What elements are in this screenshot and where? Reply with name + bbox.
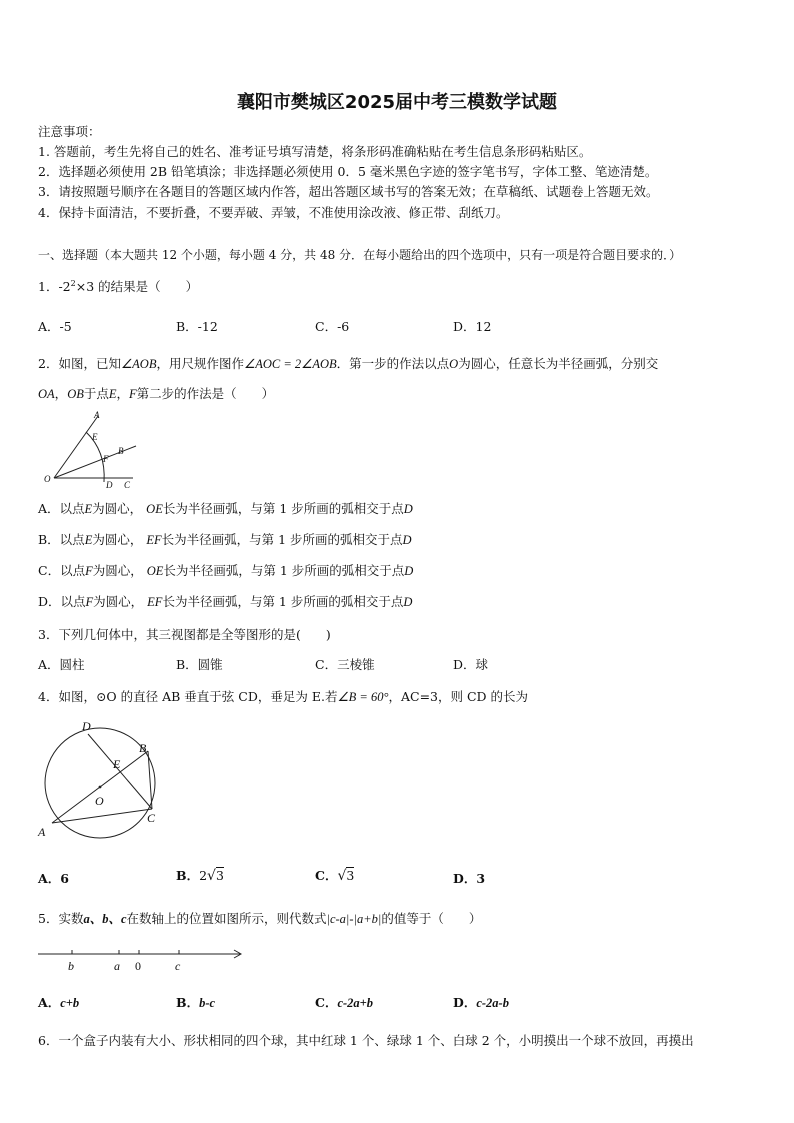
q2-text: 2．如图，已知 xyxy=(38,356,121,371)
page-title: 襄阳市樊城区2025届中考三模数学试题 xyxy=(236,92,558,113)
q1-stem-prefix: 1．-2 xyxy=(38,279,71,294)
q5-label-b: b xyxy=(68,959,74,973)
q5-option-a-expr: c+b xyxy=(60,996,80,1010)
q4-option-c-radicand: 3 xyxy=(346,868,355,883)
q5-option-b-expr: b-c xyxy=(199,996,216,1010)
q1-option-c[interactable]: C．-6 xyxy=(315,319,350,334)
sqrt-icon: √ xyxy=(337,868,347,884)
q2-option-d-segment: EF xyxy=(147,595,163,609)
q5-option-c-label: C． xyxy=(315,995,338,1010)
q4-angle-b: ∠B = 60° xyxy=(337,690,389,704)
notice-item-1: 1. 答题前，考生先将自己的姓名、准考证号填写清楚，将条形码准确粘贴在考生信息条形码粘贴区。 xyxy=(38,144,592,159)
q5-option-a[interactable] xyxy=(38,993,79,1011)
q2-option-d[interactable] xyxy=(38,592,412,610)
q2-text: 第二步的作法是（ ） xyxy=(136,386,275,401)
q4-option-c-label: C． xyxy=(315,868,338,883)
notice-heading: 注意事项： xyxy=(38,124,101,139)
q5-label-a: a xyxy=(114,959,120,973)
q2-option-d-end-point: D xyxy=(403,595,413,609)
q2-option-a-text: 长为半径画弧，与第 1 步所画的弧相交于点 xyxy=(162,501,404,516)
q4-option-d[interactable]: D．3 xyxy=(453,871,486,886)
q1-option-b[interactable]: B．-12 xyxy=(176,319,218,334)
q4-label-o: O xyxy=(95,794,104,808)
q5-option-c[interactable] xyxy=(315,993,373,1011)
q5-label-c: c xyxy=(175,959,181,973)
q3-option-a[interactable]: A．圆柱 xyxy=(38,657,85,672)
q4-text: ，AC=3，则 CD 的长为 xyxy=(388,689,529,704)
q2-text: ．第一步的作法以点 xyxy=(336,356,450,371)
q4-option-b-label: B． xyxy=(176,868,200,883)
q2-label-c: C xyxy=(124,480,131,488)
q2-angle-figure xyxy=(36,406,146,488)
q2-label-b: B xyxy=(118,446,124,456)
q1-stem xyxy=(38,277,198,295)
q2-option-a-text: 为圆心， xyxy=(92,501,143,516)
q2-option-a-segment: OE xyxy=(146,502,163,516)
q2-option-d-text: 为圆心， xyxy=(93,594,144,609)
q2-label-a: A xyxy=(94,410,100,420)
q2-option-c-text: 长为半径画弧，与第 1 步所画的弧相交于点 xyxy=(163,563,405,578)
q4-label-e: E xyxy=(113,757,121,771)
q2-text: ， xyxy=(54,386,68,401)
q5-number-line xyxy=(36,940,246,974)
q4-label-d: D xyxy=(82,719,91,733)
q2-label-e: E xyxy=(92,432,98,442)
q2-ray-ob-line xyxy=(54,446,136,478)
q2-option-b-text: 为圆心， xyxy=(92,532,143,547)
q5-option-d[interactable] xyxy=(453,993,509,1011)
q2-option-a-end-point: D xyxy=(403,502,413,516)
q5-option-d-expr: c-2a-b xyxy=(476,996,509,1010)
q2-option-b-text: B．以点 xyxy=(38,532,85,547)
q2-option-a[interactable] xyxy=(38,499,413,517)
q5-option-d-label: D． xyxy=(453,995,477,1010)
q2-point-e: E xyxy=(108,387,117,401)
q5-label-zero: 0 xyxy=(135,959,141,973)
q5-option-c-expr: c-2a+b xyxy=(337,996,374,1010)
q4-label-b: B xyxy=(139,741,147,755)
q5-text: 的值等于（ ） xyxy=(381,911,482,926)
q5-option-a-label: A． xyxy=(38,995,61,1010)
notice-item-2: 2．选择题必须使用 2B 铅笔填涂；非选择题必须使用 0．5 毫米黑色字迹的签字笔书写，字体工整、笔迹清楚。 xyxy=(38,164,658,179)
q3-stem: 3．下列几何体中，其三视图都是全等图形的是( ) xyxy=(38,627,331,642)
q2-label-f: F xyxy=(103,454,109,464)
q2-stem-line1 xyxy=(38,354,658,372)
q4-option-a[interactable]: A．6 xyxy=(38,871,69,886)
q5-text: 在数轴上的位置如图所示，则代数式 xyxy=(126,911,327,926)
q3-option-c[interactable]: C．三棱锥 xyxy=(315,657,375,672)
q4-center-dot xyxy=(99,786,102,789)
q2-option-a-point: E xyxy=(84,502,93,516)
q3-option-b[interactable]: B．圆锥 xyxy=(176,657,223,672)
q5-expression: |c-a|-|a+b| xyxy=(326,912,382,926)
q2-label-o: O xyxy=(44,474,51,484)
sqrt-icon: √ xyxy=(207,868,216,884)
q6-stem: 6．一个盒子内装有大小、形状相同的四个球，其中红球 1 个、绿球 1 个、白球 2 个，小明摸出一个球不放回，再摸出 xyxy=(38,1033,694,1048)
q2-option-b-point: E xyxy=(84,533,93,547)
q2-option-b-text: 长为半径画弧，与第 1 步所画的弧相交于点 xyxy=(161,532,403,547)
q4-option-b-radicand: 3 xyxy=(215,868,224,883)
q2-option-c-text: 为圆心， xyxy=(92,563,143,578)
q2-option-d-text: 长为半径画弧，与第 1 步所画的弧相交于点 xyxy=(162,594,404,609)
q5-option-b-label: B． xyxy=(176,995,200,1010)
q4-option-b-coef: 2 xyxy=(199,868,208,883)
q4-option-c[interactable] xyxy=(315,866,354,884)
q2-option-b-end-point: D xyxy=(402,533,412,547)
q2-ray-ob: OB xyxy=(67,387,84,401)
q4-option-b[interactable] xyxy=(176,866,224,884)
q2-text: 于点 xyxy=(83,386,109,401)
q4-stem xyxy=(38,687,528,705)
q2-angle-aob: ∠AOB xyxy=(120,357,157,371)
q1-option-a[interactable]: A．-5 xyxy=(38,319,72,334)
q4-segment-ac xyxy=(52,809,152,823)
q2-option-c-end-point: D xyxy=(404,564,414,578)
q5-option-b[interactable] xyxy=(176,993,215,1011)
q4-label-a: A xyxy=(38,825,46,839)
q4-circle-figure xyxy=(32,716,166,840)
q1-stem-suffix: ×3 的结果是（ ） xyxy=(75,279,199,294)
q2-option-b-segment: EF xyxy=(146,533,162,547)
q2-angle-aoc: ∠AOC = 2∠AOB xyxy=(244,357,337,371)
q5-stem xyxy=(38,909,481,927)
q2-option-c-point: F xyxy=(85,564,93,578)
q2-stem-line2 xyxy=(38,384,274,402)
section-heading: 一、选择题（本大题共 12 个小题，每小题 4 分，共 48 分．在每小题给出的四个选项中，只有一项是符合题目要求的．） xyxy=(38,248,682,262)
q2-option-c-text: C．以点 xyxy=(38,563,86,578)
q2-option-d-text: D．以点 xyxy=(38,594,86,609)
notice-item-3: 3．请按照题号顺序在各题目的答题区域内作答，超出答题区域书写的答案无效；在草稿纸、试题卷上答题无效。 xyxy=(38,184,659,199)
q2-option-d-point: F xyxy=(85,595,94,609)
q5-text: 5．实数 xyxy=(38,911,84,926)
q2-ray-oa-line xyxy=(54,416,98,478)
q2-text: ，用尺规作图作 xyxy=(156,356,244,371)
q1-option-d[interactable]: D．12 xyxy=(453,319,492,334)
q2-option-a-text: A．以点 xyxy=(38,501,85,516)
q2-ray-oa: OA xyxy=(38,387,55,401)
q2-text: ， xyxy=(116,386,130,401)
q2-option-c[interactable] xyxy=(38,561,413,579)
q5-variables: a、b、c xyxy=(83,912,127,926)
q2-option-c-segment: OE xyxy=(146,564,164,578)
q2-point-o: O xyxy=(449,357,459,371)
notice-item-4: 4．保持卡面清洁，不要折叠，不要弄破、弄皱，不准使用涂改液、修正带、刮纸刀。 xyxy=(38,205,509,220)
q1-stem-exponent: 2 xyxy=(70,278,76,288)
q2-option-b[interactable] xyxy=(38,530,412,548)
q2-label-d: D xyxy=(106,480,113,488)
q4-label-c: C xyxy=(147,811,156,825)
q4-text: 4．如图，⊙O 的直径 AB 垂直于弦 CD，垂足为 E.若 xyxy=(38,689,338,704)
q2-point-f: F xyxy=(129,387,137,401)
q3-option-d[interactable]: D．球 xyxy=(453,657,489,672)
q2-text: 为圆心，任意长为半径画弧，分别交 xyxy=(458,356,659,371)
